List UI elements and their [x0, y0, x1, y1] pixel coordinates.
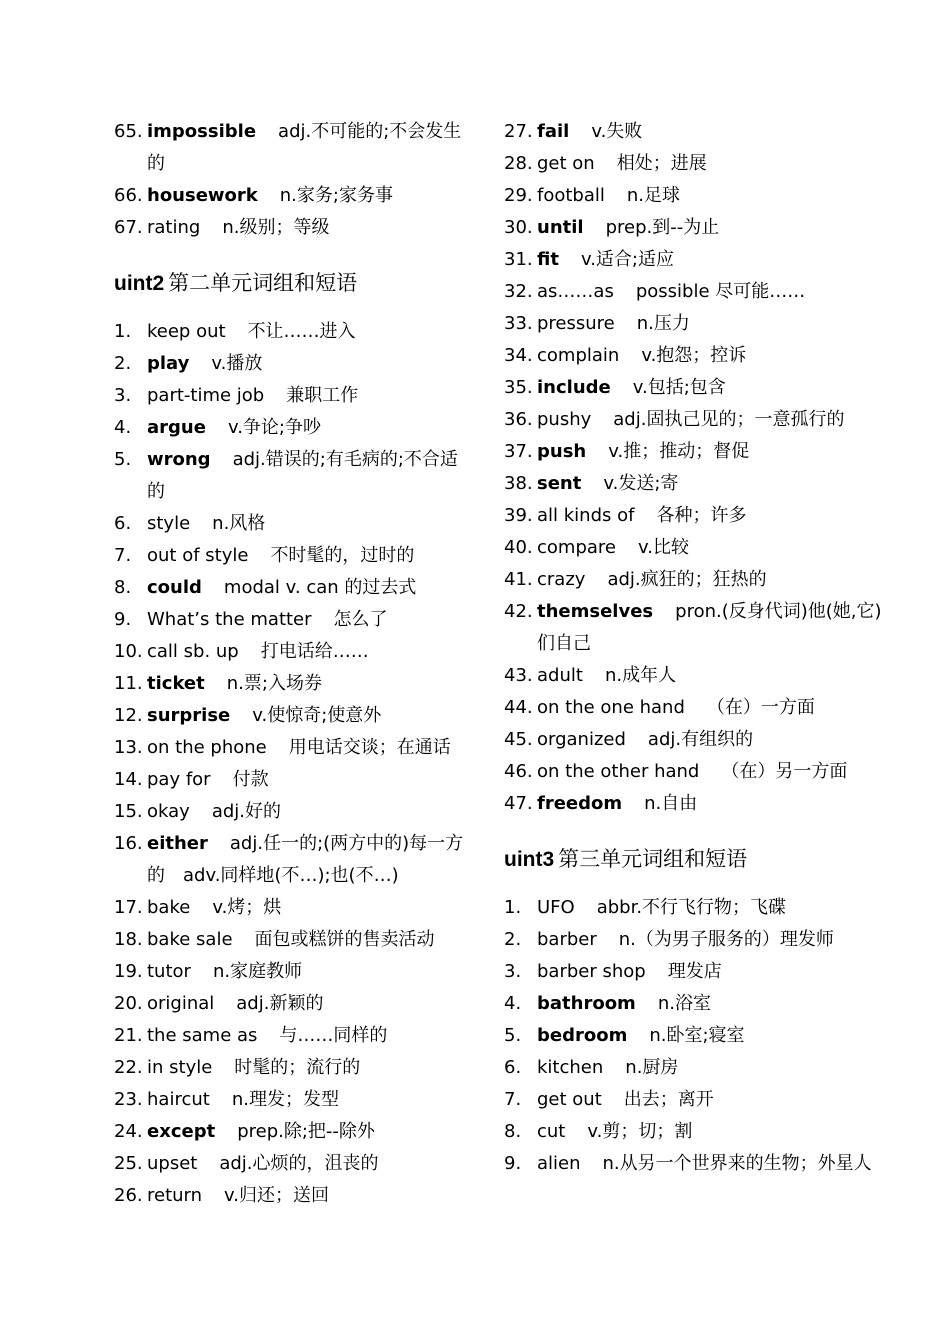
entry-definition: adj.好的: [211, 801, 281, 822]
entry-number: 8.: [504, 1121, 522, 1142]
entry-definition: n.浴室: [657, 993, 711, 1014]
entry-definition: 时髦的；流行的: [234, 1057, 361, 1078]
entry-number: 46.: [504, 761, 533, 782]
vocab-entry: [504, 340, 884, 372]
entry-number: 23.: [114, 1089, 143, 1110]
entry-number: 1.: [114, 321, 132, 342]
entry-word: themselves: [537, 601, 654, 622]
entry-word: push: [537, 441, 587, 462]
entry-number: 6.: [114, 513, 132, 534]
entry-number: 28.: [504, 153, 533, 174]
entry-word: bathroom: [537, 993, 636, 1014]
entry-word: pay for: [147, 769, 211, 790]
entry-number: 4.: [504, 993, 522, 1014]
entry-definition: abbr.不行飞行物；飞碟: [596, 897, 787, 918]
vocab-entry: [504, 308, 884, 340]
entry-word: call sb. up: [147, 641, 239, 662]
entry-word: upset: [147, 1153, 198, 1174]
entry-word: wrong: [147, 449, 211, 470]
entry-number: 26.: [114, 1185, 143, 1206]
entry-definition: 面包或糕饼的售卖活动: [254, 929, 435, 950]
entry-word: What’s the matter: [147, 609, 312, 630]
entry-word: bedroom: [537, 1025, 628, 1046]
entry-number: 19.: [114, 961, 143, 982]
entry-number: 5.: [504, 1025, 522, 1046]
entry-number: 2.: [504, 929, 522, 950]
entry-definition: modal v. can 的过去式: [223, 577, 417, 598]
vocab-entry: [114, 116, 474, 180]
entry-word: include: [537, 377, 611, 398]
entry-definition: v.推；推动；督促: [608, 441, 750, 462]
entry-definition: adj.有组织的: [647, 729, 754, 750]
entry-word: sent: [537, 473, 582, 494]
entry-word: in style: [147, 1057, 213, 1078]
vocab-entry: [114, 732, 474, 764]
entry-word: barber: [537, 929, 597, 950]
vocab-entry: [114, 508, 474, 540]
entry-word: tutor: [147, 961, 191, 982]
entry-definition: 出去；离开: [623, 1089, 714, 1110]
entry-word: rating: [147, 217, 201, 238]
entry-definition: 各种；许多: [656, 505, 747, 526]
entry-definition: v.失败: [591, 121, 643, 142]
vocab-entry: [114, 316, 474, 348]
vocab-entry: [114, 572, 474, 604]
unit3-heading: [504, 843, 884, 876]
entry-word: argue: [147, 417, 206, 438]
entry-word: complain: [537, 345, 620, 366]
vocab-entry: [114, 764, 474, 796]
entry-definition: v.烤；烘: [212, 897, 282, 918]
vocab-entry: [504, 244, 884, 276]
vocab-entry: [114, 540, 474, 572]
entry-word: get out: [537, 1089, 602, 1110]
entry-definition: n.从另一个世界来的生物；外星人: [602, 1153, 872, 1174]
entry-definition: 不让……进入: [247, 321, 356, 342]
entry-number: 25.: [114, 1153, 143, 1174]
entry-definition: possible 尽可能……: [635, 281, 806, 302]
vocab-entry: [114, 1180, 474, 1212]
entry-definition: n.厨房: [625, 1057, 679, 1078]
entry-number: 33.: [504, 313, 533, 334]
entry-word: part-time job: [147, 385, 265, 406]
entry-number: 7.: [114, 545, 132, 566]
entry-number: 16.: [114, 833, 143, 854]
entry-word: on the one hand: [537, 697, 685, 718]
entry-definition: n.理发；发型: [231, 1089, 339, 1110]
entry-number: 5.: [114, 449, 132, 470]
entry-word: fail: [537, 121, 570, 142]
entry-word: on the other hand: [537, 761, 700, 782]
vocab-entry: [114, 924, 474, 956]
entry-number: 7.: [504, 1089, 522, 1110]
entry-word: style: [147, 513, 191, 534]
vocab-entry: [114, 444, 474, 508]
entry-definition: 兼职工作: [286, 385, 359, 406]
entry-word: cut: [537, 1121, 566, 1142]
entry-number: 12.: [114, 705, 143, 726]
entry-word: until: [537, 217, 584, 238]
vocab-entry: [504, 468, 884, 500]
entry-definition: v.包括;包含: [632, 377, 726, 398]
entry-definition: n.自由: [644, 793, 698, 814]
vocab-entry: [504, 500, 884, 532]
entry-definition: n.足球: [626, 185, 681, 206]
entry-number: 21.: [114, 1025, 143, 1046]
entry-word: football: [537, 185, 605, 206]
vocab-entry: [504, 1084, 884, 1116]
entry-word: bake sale: [147, 929, 233, 950]
entry-word: fit: [537, 249, 559, 270]
entry-word: impossible: [147, 121, 257, 142]
vocab-entry: [504, 1052, 884, 1084]
unit2-heading: [114, 267, 474, 300]
entry-word: get on: [537, 153, 595, 174]
entry-definition: v.适合;适应: [580, 249, 674, 270]
vocab-entry: [114, 636, 474, 668]
entry-number: 65.: [114, 121, 143, 142]
unit-title: 第二单元词组和短语: [168, 271, 358, 295]
vocab-entry: [504, 892, 884, 924]
entry-definition: prep.除;把--除外: [237, 1121, 375, 1142]
entry-word: ticket: [147, 673, 205, 694]
entry-number: 67.: [114, 217, 143, 238]
entry-definition: n.卧室;寝室: [649, 1025, 745, 1046]
entry-definition: v.播放: [211, 353, 263, 374]
entry-number: 3.: [114, 385, 132, 406]
unit2-list: [114, 316, 474, 1212]
entry-definition: prep.到--为止: [605, 217, 720, 238]
entry-number: 15.: [114, 801, 143, 822]
entry-definition: 用电话交谈；在通话: [288, 737, 451, 758]
entry-definition: v.剪；切；割: [587, 1121, 693, 1142]
vocab-entry: [504, 564, 884, 596]
entry-number: 44.: [504, 697, 533, 718]
unit-label: uint2: [114, 272, 165, 295]
entry-definition: n.（为男子服务的）理发师: [618, 929, 834, 950]
entry-word: play: [147, 353, 190, 374]
vocab-entry: [114, 1052, 474, 1084]
vocab-entry: [504, 148, 884, 180]
entry-number: 45.: [504, 729, 533, 750]
entry-definition: v.使惊奇;使意外: [252, 705, 382, 726]
entry-word: surprise: [147, 705, 231, 726]
entry-definition: n.家庭教师: [212, 961, 303, 982]
entry-definition: pron.(反身代词)他(她,它)们自己: [537, 601, 882, 654]
vocab-entry: [504, 596, 884, 660]
entry-definition: n.压力: [636, 313, 690, 334]
entry-definition: （在）另一方面: [721, 761, 848, 782]
entry-number: 43.: [504, 665, 533, 686]
entry-definition: （在）一方面: [706, 697, 815, 718]
entry-number: 11.: [114, 673, 143, 694]
entry-number: 29.: [504, 185, 533, 206]
entry-number: 35.: [504, 377, 533, 398]
vocab-entry: [114, 1084, 474, 1116]
entry-word: adult: [537, 665, 583, 686]
entry-definition: 相处；进展: [616, 153, 707, 174]
entry-word: keep out: [147, 321, 226, 342]
entry-word: haircut: [147, 1089, 210, 1110]
entry-number: 24.: [114, 1121, 143, 1142]
entry-definition: adj.心烦的，沮丧的: [219, 1153, 379, 1174]
entry-number: 6.: [504, 1057, 522, 1078]
entry-definition: v.比较: [637, 537, 689, 558]
entry-definition: n.票;入场券: [226, 673, 322, 694]
vocab-entry: [114, 380, 474, 412]
entry-number: 34.: [504, 345, 533, 366]
entry-number: 36.: [504, 409, 533, 430]
vocab-entry: [504, 404, 884, 436]
entry-number: 18.: [114, 929, 143, 950]
entry-definition: n.级别；等级: [222, 217, 330, 238]
entry-word: either: [147, 833, 208, 854]
vocab-entry: [504, 532, 884, 564]
vocab-entry: [504, 1020, 884, 1052]
vocab-entry: [504, 956, 884, 988]
entry-word: okay: [147, 801, 190, 822]
entry-number: 30.: [504, 217, 533, 238]
entry-word: pressure: [537, 313, 615, 334]
entry-word: organized: [537, 729, 626, 750]
entry-word: freedom: [537, 793, 623, 814]
vocab-entry: [114, 412, 474, 444]
entry-word: alien: [537, 1153, 581, 1174]
entry-definition: n.家务;家务事: [279, 185, 393, 206]
entry-number: 2.: [114, 353, 132, 374]
entry-definition: adj.任一的;(两方中的)每一方的 adv.同样地(不…);也(不…): [147, 833, 464, 886]
entry-word: compare: [537, 537, 616, 558]
vocab-entry: [504, 756, 884, 788]
entry-number: 13.: [114, 737, 143, 758]
entry-number: 10.: [114, 641, 143, 662]
vocab-entry: [504, 1148, 884, 1180]
entry-definition: adj.新颖的: [236, 993, 324, 1014]
entry-word: all kinds of: [537, 505, 635, 526]
unit-label: uint3: [504, 848, 555, 871]
vocab-entry: [504, 1116, 884, 1148]
vocab-entry: [504, 724, 884, 756]
right-column: [504, 116, 884, 1180]
entry-number: 42.: [504, 601, 533, 622]
vocab-entry: [504, 660, 884, 692]
entry-number: 22.: [114, 1057, 143, 1078]
entry-word: crazy: [537, 569, 586, 590]
entry-number: 9.: [504, 1153, 522, 1174]
entry-word: return: [147, 1185, 203, 1206]
left-column: [114, 116, 474, 1212]
entry-number: 40.: [504, 537, 533, 558]
entry-word: pushy: [537, 409, 592, 430]
entry-word: on the phone: [147, 737, 267, 758]
vocab-entry: [114, 988, 474, 1020]
entry-definition: 怎么了: [333, 609, 388, 630]
entry-word: housework: [147, 185, 258, 206]
vocab-entry: [114, 1148, 474, 1180]
entry-number: 17.: [114, 897, 143, 918]
entry-word: as……as: [537, 281, 614, 302]
vocab-entry: [114, 348, 474, 380]
entry-number: 31.: [504, 249, 533, 270]
vocab-entry: [504, 116, 884, 148]
left-top-list: [114, 116, 474, 244]
entry-number: 38.: [504, 473, 533, 494]
entry-definition: 与……同样的: [279, 1025, 388, 1046]
entry-number: 37.: [504, 441, 533, 462]
entry-number: 4.: [114, 417, 132, 438]
vocab-entry: [504, 788, 884, 820]
entry-definition: 不时髦的，过时的: [270, 545, 415, 566]
vocab-entry: [504, 372, 884, 404]
vocab-entry: [114, 212, 474, 244]
vocab-entry: [114, 796, 474, 828]
entry-word: original: [147, 993, 215, 1014]
entry-definition: v.争论;争吵: [227, 417, 321, 438]
entry-number: 66.: [114, 185, 143, 206]
entry-definition: 理发店: [667, 961, 722, 982]
vocab-entry: [114, 956, 474, 988]
entry-definition: adj.疯狂的；狂热的: [607, 569, 767, 590]
entry-definition: 付款: [232, 769, 269, 790]
entry-definition: adj.错误的;有毛病的;不合适的: [147, 449, 458, 502]
entry-word: the same as: [147, 1025, 258, 1046]
entry-number: 32.: [504, 281, 533, 302]
entry-definition: v.发送;寄: [603, 473, 679, 494]
entry-word: except: [147, 1121, 216, 1142]
vocab-entry: [114, 1020, 474, 1052]
vocab-entry: [504, 180, 884, 212]
entry-number: 8.: [114, 577, 132, 598]
entry-word: bake: [147, 897, 191, 918]
entry-number: 9.: [114, 609, 132, 630]
entry-number: 14.: [114, 769, 143, 790]
vocab-entry: [504, 276, 884, 308]
entry-word: could: [147, 577, 202, 598]
unit3-list: [504, 892, 884, 1180]
vocab-entry: [504, 924, 884, 956]
entry-number: 20.: [114, 993, 143, 1014]
entry-number: 1.: [504, 897, 522, 918]
unit-title: 第三单元词组和短语: [558, 847, 748, 871]
vocab-entry: [114, 180, 474, 212]
entry-word: kitchen: [537, 1057, 604, 1078]
vocab-entry: [504, 692, 884, 724]
entry-word: out of style: [147, 545, 249, 566]
entry-number: 47.: [504, 793, 533, 814]
vocab-entry: [114, 700, 474, 732]
vocab-entry: [504, 212, 884, 244]
vocab-entry: [114, 892, 474, 924]
entry-number: 41.: [504, 569, 533, 590]
entry-definition: n.风格: [212, 513, 266, 534]
vocab-entry: [114, 828, 474, 892]
entry-definition: adj.固执己见的；一意孤行的: [613, 409, 845, 430]
entry-definition: v.归还；送回: [224, 1185, 330, 1206]
entry-definition: n.成年人: [604, 665, 677, 686]
entry-definition: 打电话给……: [260, 641, 369, 662]
vocab-entry: [114, 1116, 474, 1148]
entry-word: UFO: [537, 897, 575, 918]
entry-definition: adj.不可能的;不会发生的: [147, 121, 462, 174]
vocab-entry: [114, 668, 474, 700]
entry-definition: v.抱怨；控诉: [641, 345, 747, 366]
vocab-entry: [504, 436, 884, 468]
entry-number: 3.: [504, 961, 522, 982]
entry-number: 39.: [504, 505, 533, 526]
vocab-entry: [114, 604, 474, 636]
entry-number: 27.: [504, 121, 533, 142]
right-top-list: [504, 116, 884, 820]
vocab-entry: [504, 988, 884, 1020]
entry-word: barber shop: [537, 961, 646, 982]
